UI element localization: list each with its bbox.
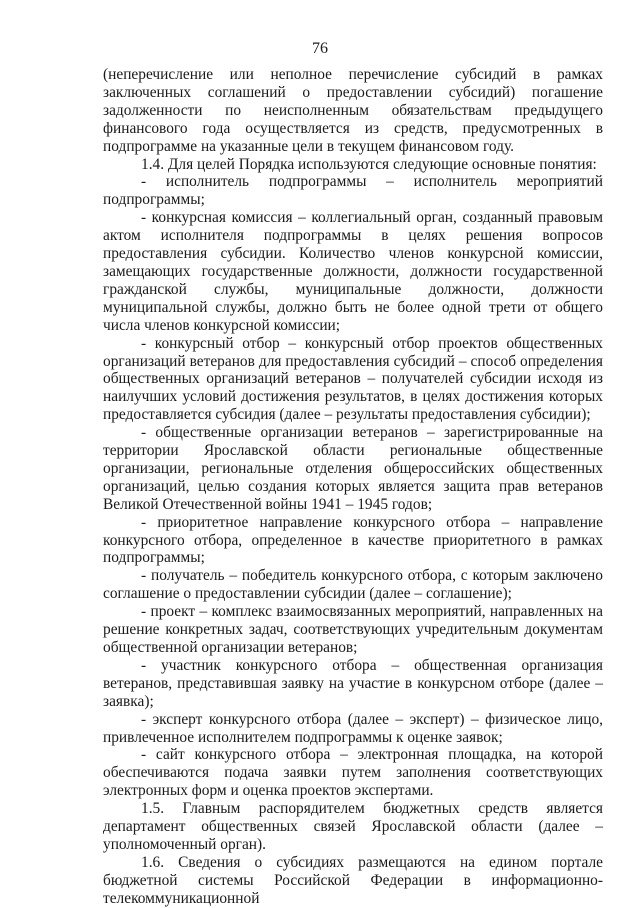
- page-number: 76: [312, 40, 328, 57]
- definition-poluchatel: - получатель – победитель конкурсного отбора, с которым заключено соглашение о предоставлении субсидии (далее – соглашение);: [103, 567, 603, 603]
- paragraph-1-6: 1.6. Сведения о субсидиях размещаются на едином портале бюджетной системы Российской Федерации в информационно-телекоммуникационной: [103, 853, 603, 907]
- document-body: [103, 66, 603, 908]
- definition-prioritetnoe-napravlenie: - приоритетное направление конкурсного отбора – направление конкурсного отбора, определенное в качестве приоритетного в рамках подпрограммы;: [103, 513, 603, 567]
- paragraph-continuation: (неперечисление или неполное перечисление субсидий в рамках заключенных соглашений о предоставлении субсидий) погашение задолженности по неисполненным обязательствам предыдущего финансового года осуществляется из средств, предусмотренных в подпрограмме на указанные цели в текущем финансовом году.: [103, 66, 603, 155]
- definition-konkursny-otbor: - конкурсный отбор – конкурсный отбор проектов общественных организаций ветеранов для предоставления субсидий – способ определения общественных организаций ветеранов – получателей субсидии исходя из наилучших условий достижения результатов, в целях достижения которых предоставляется субсидия (далее – результаты предоставления субсидии);: [103, 334, 603, 424]
- definition-obshchestvennye-organizatsii: - общественные организации ветеранов – зарегистрированные на территории Ярославской области региональные общественные организации, региональные отделения общероссийских общественных организаций, целью создания которых является защита прав ветеранов Великой Отечественной войны 1941 – 1945 годов;: [103, 424, 603, 513]
- definition-proekt: - проект – комплекс взаимосвязанных мероприятий, направленных на решение конкретных задач, соответствующих учредительным документам общественной организации ветеранов;: [103, 603, 603, 656]
- definition-uchastnik: - участник конкурсного отбора – общественная организация ветеранов, представившая заявку на участие в конкурсном отборе (далее – заявка);: [103, 656, 603, 710]
- definition-konkursnaya-komissiya: - конкурсная комиссия – коллегиальный орган, созданный правовым актом исполнителя подпрограммы в целях решения вопросов предоставления субсидии. Количество членов конкурсной комиссии, замещающих государственные должности, должности государственной гражданской службы, муниципальные должности, должности муниципальной службы, должно быть не более одной трети от общего числа членов конкурсной комиссии;: [103, 209, 603, 334]
- paragraph-1-4: 1.4. Для целей Порядка используются следующие основные понятия:: [141, 155, 597, 173]
- definition-ekspert: - эксперт конкурсного отбора (далее – эксперт) – физическое лицо, привлеченное исполнителем подпрограммы к оценке заявок;: [103, 710, 603, 746]
- definition-sayt: - сайт конкурсного отбора – электронная площадка, на которой обеспечиваются подача заявки путем заполнения соответствующих электронных форм и оценка проектов экспертами.: [103, 746, 603, 800]
- definition-ispolnitel: - исполнитель подпрограммы – исполнитель мероприятий подпрограммы;: [103, 173, 603, 209]
- paragraph-1-5: 1.5. Главным распорядителем бюджетных средств является департамент общественных связей Ярославской области (далее – уполномоченный орган).: [103, 800, 603, 853]
